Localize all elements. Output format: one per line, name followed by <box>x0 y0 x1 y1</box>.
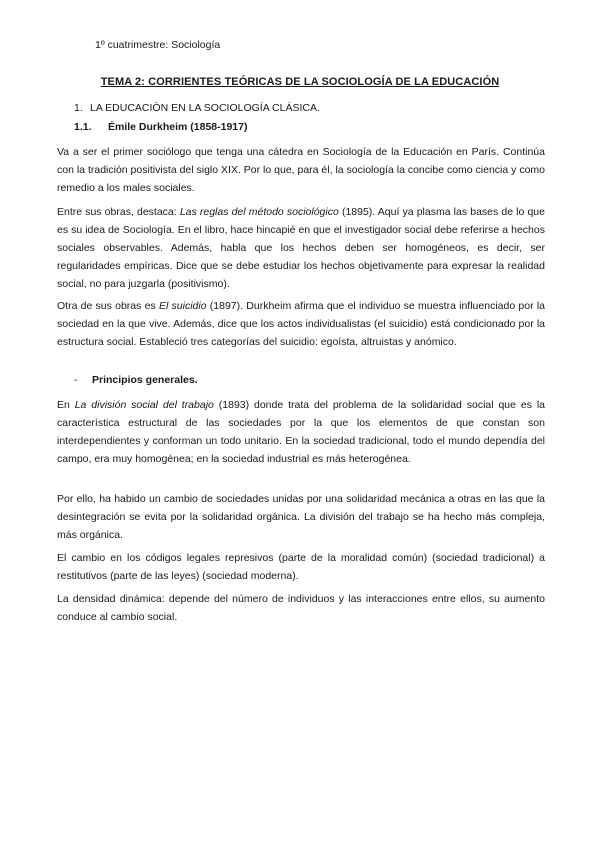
section-heading <box>74 102 320 114</box>
bullet-heading <box>74 374 198 386</box>
paragraph-2-post: (1895). Aquí ya plasma las bases de lo que es su idea de Sociología. En el libro, hace hincapié en que el investigador social debe referirse a hechos sociales observables. Además, habla que los hechos deben ser homogéneos, es decir, ser regularidades empíricas. Dice que se debe estudiar los hechos objetivamente para expresar la realidad social, no para juzgarla (positivismo). <box>57 206 545 290</box>
paragraph-3-pre: Otra de sus obras es <box>57 300 159 312</box>
book-title-suicidio: El suicidio <box>158 300 207 312</box>
paragraph-2 <box>57 203 545 293</box>
subsection-text: Émile Durkheim (1858-1917) <box>108 121 248 133</box>
subsection-heading <box>74 121 247 133</box>
book-title-reglas: Las reglas del método sociológico <box>179 206 339 218</box>
paragraph-7-text: La densidad dinámica: depende del número de individuos y las interacciones entre ellos, su aumento conduce al cambio social. <box>57 593 545 623</box>
page-header: 1º cuatrimestre: Sociología <box>95 39 221 51</box>
paragraph-4 <box>57 396 545 468</box>
paragraph-4-post: (1893) donde trata del problema de la solidaridad social que es la característica estructural de las sociedades por la que los elementos de que constan son interdependientes y conforman un todo unitario. En la sociedad tradicional, todo el mundo dependía del campo, era muy homogénea; en la sociedad industrial es más heterogénea. <box>57 399 545 465</box>
bullet-text: Principios generales. <box>92 374 198 386</box>
paragraph-1-text: Va a ser el primer sociólogo que tenga una cátedra en Sociología de la Educación en París. Continúa con la tradición positivista del siglo XIX. Por lo que, para él, la sociología la concibe como ciencia y como remedio a los males sociales. <box>57 146 545 194</box>
paragraph-3 <box>57 297 545 351</box>
bullet-dash: - <box>74 374 78 386</box>
paragraph-6 <box>57 549 545 585</box>
section-text: LA EDUCACIÓN EN LA SOCIOLOGÍA CLÁSICA. <box>90 102 320 114</box>
paragraph-3-post: (1897). Durkheim afirma que el individuo se muestra influenciado por la sociedad en la que vive. Además, dice que los actos individualistas (el suicidio) está condicionado por la estructura social. Estableció tres categorías del suicidio: egoísta, altruistas y anómico. <box>57 300 545 348</box>
paragraph-5 <box>57 490 545 544</box>
paragraph-2-pre: Entre sus obras, destaca: <box>57 206 180 218</box>
paragraph-6-text: El cambio en los códigos legales represivos (parte de la moralidad común) (sociedad tradicional) a restitutivos (parte de las leyes) (sociedad moderna). <box>57 552 545 582</box>
page-title: TEMA 2: CORRIENTES TEÓRICAS DE LA SOCIOLOGÍA DE LA EDUCACIÓN <box>100 76 500 88</box>
paragraph-5-text: Por ello, ha habido un cambio de sociedades unidas por una solidaridad mecánica a otras en las que la desintegración se evita por la solidaridad orgánica. La división del trabajo se ha hecho más compleja, más orgánica. <box>57 493 545 541</box>
section-number: 1. <box>74 102 83 114</box>
paragraph-1 <box>57 143 545 197</box>
subsection-number: 1.1. <box>74 121 92 133</box>
book-title-division: La división social del trabajo <box>74 399 214 411</box>
paragraph-7 <box>57 590 545 626</box>
paragraph-4-pre: En <box>57 399 75 411</box>
